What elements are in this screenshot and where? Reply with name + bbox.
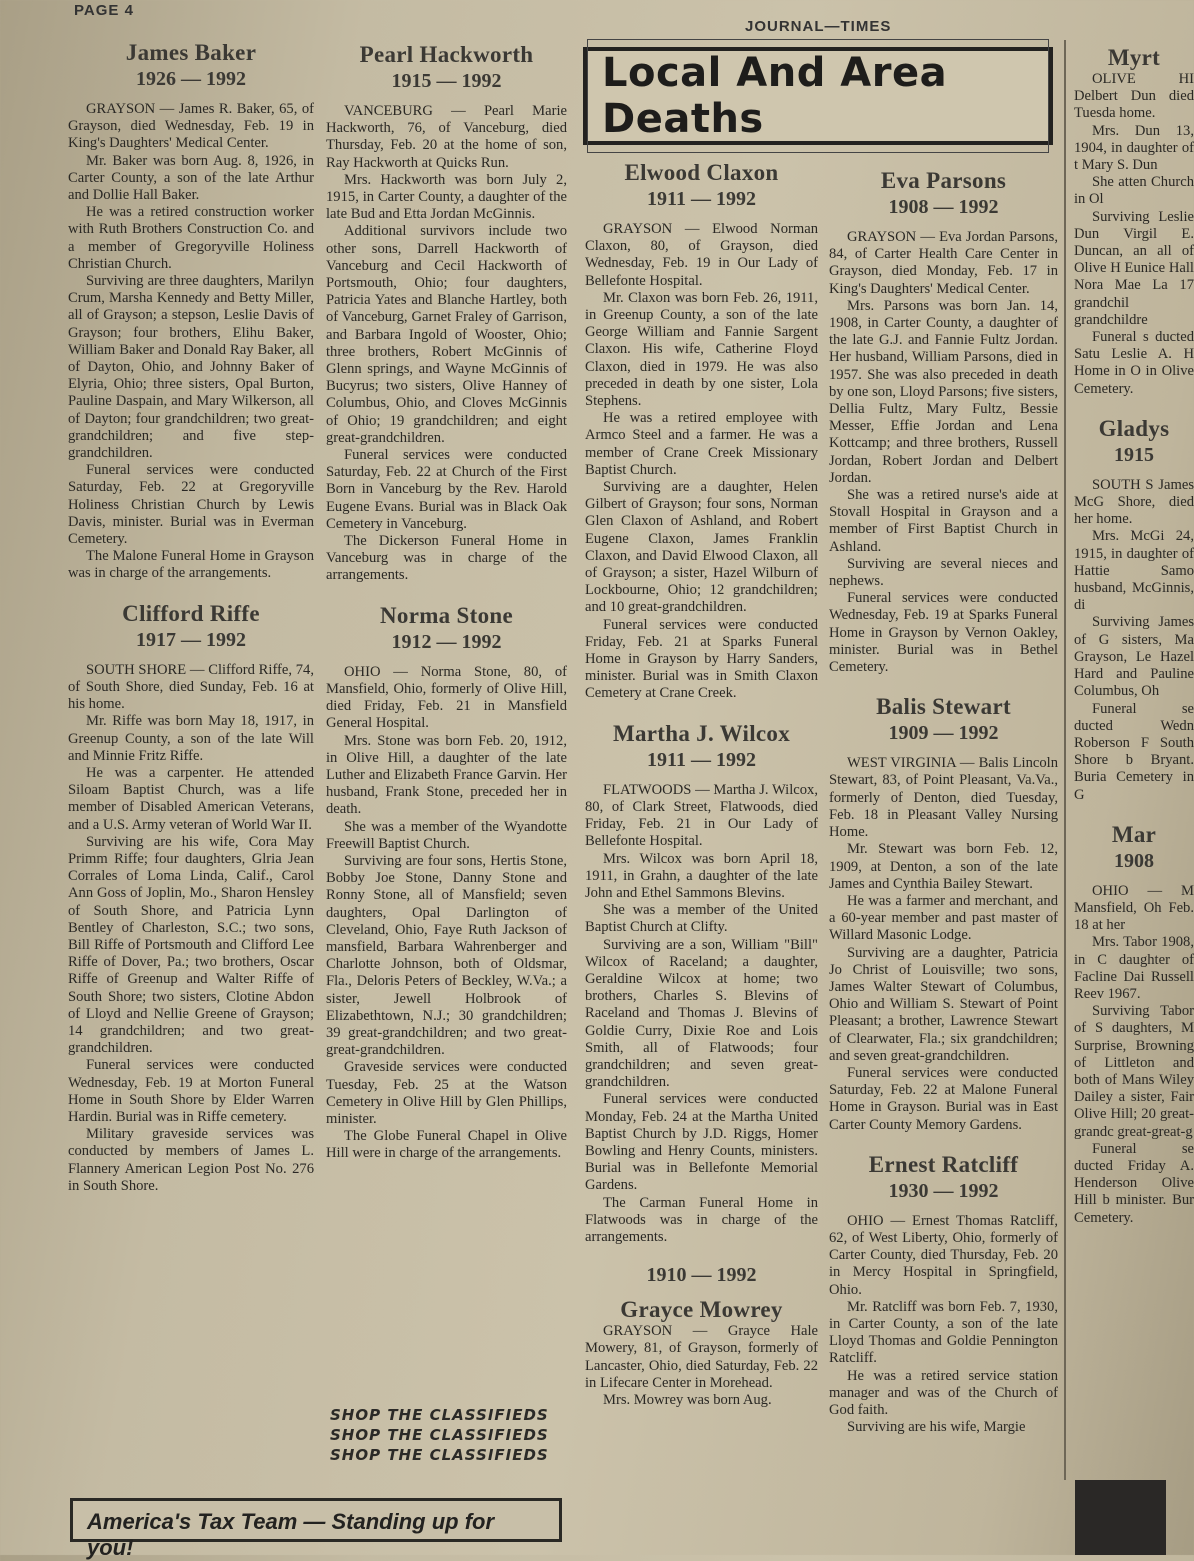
- obituary-name: Balis Stewart: [876, 694, 1011, 720]
- obituary-name: Martha J. Wilcox: [612, 720, 791, 746]
- dark-photo-corner: [1075, 1480, 1166, 1555]
- obituary-paragraph: The Carman Funeral Home in Flatwoods was in charge of the arrangements.: [585, 1194, 818, 1245]
- shop-line: SHOP THE CLASSIFIEDS: [330, 1426, 549, 1444]
- obituary-paragraph: Surviving are three daughters, Marilyn Crum, Marsha Kennedy and Betty Miller, all of Grayson; a stepson, Leslie Davis of Grayson; four brothers, Elihu Baker, William Baker and Donald Ray Baker, all of Dayton, Ohio, and Johnny Baker of Elyria, Ohio; three sisters, Opal Burton, Pauline Daspain, and Mary Wilkerson, all of Dayton; four grandchildren; two great-grandchildren; and five step-grandchildren.: [68, 273, 314, 462]
- obituary-paragraph: Mrs. Mowrey was born Aug.: [603, 1391, 772, 1408]
- obituary-name: Grayce Mowrey: [620, 1297, 783, 1323]
- obituary-james-baker: [68, 40, 314, 583]
- obituary-paragraph: VANCEBURG — Pearl Marie Hackworth, 76, of Vanceburg, died Thursday, Feb. 20 at the home of son, Ray Hackworth at Quicks Run.: [326, 103, 567, 171]
- obituary-paragraph: Mrs. Hackworth was born July 2, 1915, in Carter County, a daughter of the late Bud and Etta Jordan McGinnis.: [326, 171, 567, 223]
- obituary-paragraph: Surviving James of G sisters, Ma Grayson, Le Hazel Hard and Pauline Columbus, Oh: [1074, 614, 1194, 700]
- obituary-paragraph: OHIO — Ernest Thomas Ratcliff, 62, of West Liberty, Ohio, formerly of Carter County, died Thursday, Feb. 20 in Mercy Hospital in Springfield, Ohio.: [829, 1212, 1058, 1298]
- obituary-paragraph: Mr. Riffe was born May 18, 1917, in Greenup County, a son of the late Will and Minnie Fritz Riffe.: [68, 713, 314, 764]
- obituary-years: 1909 — 1992: [888, 722, 999, 745]
- obituary-years: 1926 — 1992: [136, 68, 246, 90]
- obituary-paragraph: Surviving are several nieces and nephews.: [829, 555, 1058, 590]
- obituary-paragraph: GRAYSON — Grayce Hale Mowery, 81, of Grayson, formerly of Lancaster, Ohio, died Saturday, Feb. 22 in Lifecare Center in Morehead.: [585, 1323, 818, 1391]
- obituary-paragraph: Mrs. Tabor 1908, in C daughter of Facline Dai Russell Reev 1967.: [1074, 934, 1194, 1002]
- banner-inner-frame: [587, 39, 1049, 153]
- obituary-paragraph: Mr. Ratcliff was born Feb. 7, 1930, in Carter County, a son of the late Lloyd Thomas and Goldie Pennington Ratcliff.: [829, 1298, 1058, 1367]
- obituary-paragraph: He was a retired service station manager and was of the Church of God faith.: [829, 1367, 1058, 1418]
- banner-title: Local And Area Deaths: [602, 50, 948, 142]
- obituary-years: 1908 — 1992: [888, 196, 999, 218]
- shop-line: SHOP THE CLASSIFIEDS: [330, 1446, 549, 1464]
- obituary-clifford-riffe: [68, 601, 314, 1195]
- obituary-years: 1915 — 1992: [391, 70, 502, 92]
- obituary-paragraph: She was a member of the United Baptist Church at Clifty.: [585, 902, 818, 936]
- obituary-paragraph: Surviving are a son, William "Bill" Wilcox of Raceland; a daughter, Geraldine Wilcox at home; two brothers, Charles S. Blevins of Raceland and Thomas J. Blevins of Goldie Curry, Dixie Roe and Lois Smith, all of Flatwoods; four grandchildren; and seven great-grandchildren.: [585, 936, 818, 1091]
- obituary-paragraph: GRAYSON — James R. Baker, 65, of Grayson, died Wednesday, Feb. 19 in King's Daughters' Medical Center.: [68, 101, 314, 152]
- obituary-name: Norma Stone: [380, 602, 513, 628]
- page-number: PAGE 4: [74, 2, 134, 19]
- obituary-myrt: [1074, 45, 1194, 398]
- obituary-paragraph: Funeral services were conducted Friday, Feb. 21 at Sparks Funeral Home in Grayson by Harry Sanders, minister. Burial was in Smith Claxon Cemetery at Crane Creek.: [585, 616, 818, 702]
- obituary-mar: [1074, 822, 1194, 1227]
- section-banner: [583, 47, 1053, 145]
- obituary-name: James Baker: [125, 40, 257, 65]
- obituary-paragraph: Funeral services were conducted Monday, Feb. 24 at the Martha United Baptist Church by J.D. Riggs, Homer Bowling and Henry Counts, ministers. Burial was in Bellefonte Memorial Gardens.: [585, 1091, 818, 1194]
- obituary-years: 1910 — 1992: [646, 1264, 757, 1287]
- obituary-name: Gladys: [1098, 415, 1170, 441]
- column-1: [68, 40, 314, 1490]
- obituary-paragraph: Funeral services were conducted Wednesday, Feb. 19 at Sparks Funeral Home in Grayson by Vernon Oakley, minister. Burial was in Bethel Cemetery.: [829, 590, 1058, 676]
- obituary-paragraph: Surviving are his wife, Cora May Primm Riffe; four daughters, Glria Jean Corrales of Loma Linda, Calif., Carol Ann Goss of Joplin, Mo., Sharon Hensley of South Shore, and Patricia Lynn Bentley of Charleston, S.C.; two sons, Bill Riffe of Portsmouth and Clifford Lee Riffe of Dover, Pa.; two brothers, Oscar Riffe of Greenup and Walter Riffe of South Shore; two sisters, Clotine Abdon of Lloyd and Nellie Greene of Grayson; 14 grandchildren; and two great-grandchildren.: [68, 833, 314, 1057]
- obituary-name: Eva Parsons: [880, 168, 1007, 193]
- obituary-paragraph: The Globe Funeral Chapel in Olive Hill were in charge of the arrangements.: [326, 1128, 567, 1162]
- obituary-paragraph: Surviving are his wife, Margie: [847, 1419, 1026, 1436]
- obituary-paragraph: Surviving Leslie Dun Virgil E. Duncan, an all of Olive H Eunice Hall Nora Mae La 17 grandchil grandchildre: [1074, 208, 1194, 328]
- obituary-paragraph: OLIVE HI Delbert Dun died Tuesda home.: [1074, 71, 1194, 122]
- obituary-name: Mar: [1111, 821, 1157, 847]
- obituary-paragraph: FLATWOODS — Martha J. Wilcox, 80, of Clark Street, Flatwoods, died Friday, Feb. 21 in Our Lady of Bellefonte Hospital.: [585, 781, 818, 850]
- obituary-paragraph: She was a member of the Wyandotte Freewill Baptist Church.: [326, 818, 567, 852]
- obituary-paragraph: He was a carpenter. He attended Siloam Baptist Church, was a life member of Disabled American Veterans, and a U.S. Army veteran of World War II.: [68, 764, 314, 833]
- obituary-gladys: [1074, 416, 1194, 804]
- shop-line: SHOP THE CLASSIFIEDS: [330, 1406, 549, 1424]
- obituary-paragraph: OHIO — Norma Stone, 80, of Mansfield, Ohio, formerly of Olive Hill, died Friday, Feb. 21 in Mansfield General Hospital.: [326, 663, 567, 732]
- newspaper-name: JOURNAL—TIMES: [745, 18, 892, 35]
- obituary-paragraph: Mrs. Wilcox was born April 18, 1911, in Grahn, a daughter of the late John and Ethel Sammons Blevins.: [585, 850, 818, 901]
- obituary-years: 1930 — 1992: [888, 1179, 999, 1202]
- obituary-paragraph: Surviving are a daughter, Patricia Jo Christ of Louisville; two sons, James Walter Stewart of Columbus, Ohio and William S. Stewart of Point Pleasant; a brother, Lawrence Stewart of Clearwater, Fla.; six grandchildren; and seven great-grandchildren.: [829, 944, 1058, 1064]
- obituary-name: Pearl Hackworth: [359, 42, 534, 67]
- obituary-paragraph: Graveside services were conducted Tuesday, Feb. 25 at the Watson Cemetery in Olive Hill by Glen Phillips, minister.: [326, 1059, 567, 1127]
- obituary-paragraph: Surviving Tabor of S daughters, M Surprise, Browning of Littleton and both of Mans Wiley Dailey a sister, Fair Olive Hill; 20 great-grandc great-great-g: [1074, 1003, 1194, 1140]
- obituary-name: Clifford Riffe: [122, 600, 260, 626]
- obituary-years: 1917 — 1992: [136, 628, 246, 651]
- obituary-eva-parsons: [829, 168, 1058, 676]
- obituary-paragraph: Additional survivors include two other sons, Darrell Hackworth of Vanceburg and Cecil Hackworth of Portsmouth, Ohio; four daughters, Patricia Yates and Blanche Hartley, both of Vanceburg, Garnet Fraley of Garrison, and Barbara Ingold of Wooster, Ohio; three brothers, Robert McGinnis of Glenn springs, and Wayne McGinnis of Bucyrus; two sisters, Olive Hanney of Columbus, Ohio, and Cloves McGinnis of Ohio; 19 grandchildren; and eight great-grandchildren.: [326, 223, 567, 446]
- obituary-paragraph: Funeral services were conducted Saturday, Feb. 22 at Church of the First Born in Vanceburg by the Rev. Harold Eugene Evans. Burial was in Black Oak Cemetery in Vanceburg.: [326, 447, 567, 532]
- obituary-paragraph: Funeral services were conducted Saturday, Feb. 22 at Gregoryville Holiness Christian Church by Lewis Davis, minister. Burial was in Everman Cemetery.: [68, 462, 314, 548]
- column-2: [326, 42, 567, 1402]
- obituary-name: Ernest Ratcliff: [868, 1151, 1019, 1177]
- obituary-balis-stewart: [829, 694, 1058, 1133]
- obituary-paragraph: OHIO — M Mansfield, Oh Feb. 18 at her: [1074, 882, 1194, 934]
- obituary-years: 1908: [1114, 849, 1154, 872]
- obituary-paragraph: He was a retired employee with Armco Steel and a farmer. He was a member of Crane Creek Missionary Baptist Church.: [585, 410, 818, 478]
- obituary-paragraph: She atten Church in Ol: [1074, 174, 1194, 208]
- obituary-paragraph: SOUTH S James McG Shore, died her home.: [1074, 476, 1194, 528]
- obituary-grayce-mowrey: [585, 1264, 818, 1409]
- obituary-paragraph: Mr. Claxon was born Feb. 26, 1911, in Greenup County, a son of the late George William and Fannie Sargent Claxon. His wife, Catherine Floyd Claxon, died in 1979. He was also preceded in death by one sister, Lola Stephens.: [585, 289, 818, 410]
- obituary-paragraph: He was a farmer and merchant, and a 60-year member and past master of Willard Masonic Lodge.: [829, 892, 1058, 944]
- obituary-years: 1912 — 1992: [391, 630, 502, 653]
- obituary-paragraph: Mrs. Stone was born Feb. 20, 1912, in Olive Hill, a daughter of the late Luther and Elizabeth France Garvin. Her husband, Frank Stone, preceded her in death.: [326, 732, 567, 818]
- obituary-paragraph: GRAYSON — Eva Jordan Parsons, 84, of Carter Health Care Center in Grayson, died Monday, Feb. 17 in King's Daughters' Medical Center.: [829, 229, 1058, 297]
- obituary-name: Elwood Claxon: [624, 160, 779, 185]
- obituary-paragraph: Mr. Stewart was born Feb. 12, 1909, at Denton, a son of the late James and Cynthia Bailey Stewart.: [829, 841, 1058, 892]
- obituary-paragraph: WEST VIRGINIA — Balis Lincoln Stewart, 83, of Point Pleasant, Va.Va., formerly of Denton, died Tuesday, Feb. 18 in Pleasant Valley Nursing Home.: [829, 755, 1058, 841]
- obituary-pearl-hackworth: [326, 42, 567, 585]
- obituary-paragraph: Surviving are a daughter, Helen Gilbert of Grayson; four sons, Norman Glen Claxon of Ashland, and Robert Eugene Claxon, James Franklin Claxon, and David Elwood Claxon, all of Grayson; a sister, Hazel Wilburn of Lockbourne, Ohio; 12 grandchildren; and 10 great-grandchildren.: [585, 479, 818, 616]
- obituary-paragraph: The Malone Funeral Home in Grayson was in charge of the arrangements.: [68, 548, 314, 582]
- obituary-paragraph: She was a retired nurse's aide at Stovall Hospital in Grayson and a member of First Baptist Church in Ashland.: [829, 487, 1058, 555]
- obituary-paragraph: Funeral se ducted Friday A. Henderson Olive Hill b minister. Bur Cemetery.: [1074, 1140, 1194, 1226]
- obituary-paragraph: Funeral s ducted Satu Leslie A. H Home in O in Olive Cemetery.: [1074, 329, 1194, 397]
- obituary-elwood-claxon: [585, 160, 818, 703]
- obituary-paragraph: Mrs. McGi 24, 1915, in daughter of Hattie Samo husband, McGinnis, di: [1074, 528, 1194, 614]
- obituary-martha-j-wilcox: [585, 721, 818, 1246]
- tax-team-slogan: America's Tax Team — Standing up for you!: [87, 1509, 495, 1560]
- column-5-partial: [1074, 45, 1194, 1475]
- column-divider-3-4: [1064, 40, 1066, 1480]
- obituary-years: 1915: [1114, 443, 1154, 466]
- tax-team-ad: [70, 1498, 562, 1560]
- obituary-paragraph: Surviving are four sons, Hertis Stone, Bobby Joe Stone, Danny Stone and Ronny Stone, all of Mansfield; seven daughters, Opal Darlington of Cleveland, Ohio, Faye Ruth Jackson of mansfield, Barbara Wahrenberger and Charlotte Johnson, both of Oldsmar, Fla., Deloris Peters of Beckley, W.Va.; a sister, Jewell Holbrook of Elizabethtown, N.J.; 30 grandchildren; 39 great-grandchildren; and two great-great-grandchildren.: [326, 852, 567, 1059]
- obituary-ernest-ratcliff: [829, 1152, 1058, 1437]
- obituary-paragraph: Mr. Baker was born Aug. 8, 1926, in Carter County, a son of the late Arthur and Dollie Hall Baker.: [68, 152, 314, 204]
- obituary-years: 1911 — 1992: [647, 748, 756, 771]
- obituary-paragraph: Military graveside services was conducted by members of James L. Flannery American Legion Post No. 276 in South Shore.: [68, 1126, 314, 1194]
- obituary-paragraph: Funeral services were conducted Saturday, Feb. 22 at Malone Funeral Home in Grayson. Burial was in East Carter County Memory Gardens.: [829, 1064, 1058, 1133]
- obituary-norma-stone: [326, 603, 567, 1163]
- obituary-paragraph: He was a retired construction worker with Ruth Brothers Construction Co. and a member of Gregoryville Holiness Christian Church.: [68, 204, 314, 272]
- shop-classifieds-ad: [330, 1405, 565, 1465]
- obituary-years: 1911 — 1992: [647, 188, 756, 210]
- obituary-paragraph: Funeral se ducted Wedn Roberson F South Shore b Bryant. Buria Cemetery in G: [1074, 700, 1194, 803]
- obituary-paragraph: The Dickerson Funeral Home in Vanceburg was in charge of the arrangements.: [326, 533, 567, 584]
- column-3: [585, 160, 818, 1555]
- obituary-paragraph: Mrs. Dun 13, 1904, in daughter of t Mary S. Dun: [1074, 122, 1194, 174]
- obituary-name: Myrt: [1107, 45, 1161, 70]
- obituary-paragraph: SOUTH SHORE — Clifford Riffe, 74, of South Shore, died Sunday, Feb. 16 at his home.: [68, 661, 314, 713]
- column-4: [829, 168, 1058, 1553]
- obituary-paragraph: Funeral services were conducted Wednesday, Feb. 19 at Morton Funeral Home in South Shore by Elder Warren Hardin. Burial was in Riffe cemetery.: [68, 1057, 314, 1125]
- obituary-paragraph: Mrs. Parsons was born Jan. 14, 1908, in Carter County, a daughter of the late G.J. and Fannie Fultz Jordan. Her husband, William Parsons, died in 1957. She was also preceded in death by one son, Lloyd Parsons; five sisters, Dellia Fultz, Mary Fultz, Bessie Messer, Effie Jordan and Lena Kottcamp; and three brothers, Russell Jordan, Robert Jordan and Delbert Jordan.: [829, 297, 1058, 486]
- obituary-paragraph: GRAYSON — Elwood Norman Claxon, 80, of Grayson, died Wednesday, Feb. 19 in Our Lady of Bellefonte Hospital.: [585, 221, 818, 289]
